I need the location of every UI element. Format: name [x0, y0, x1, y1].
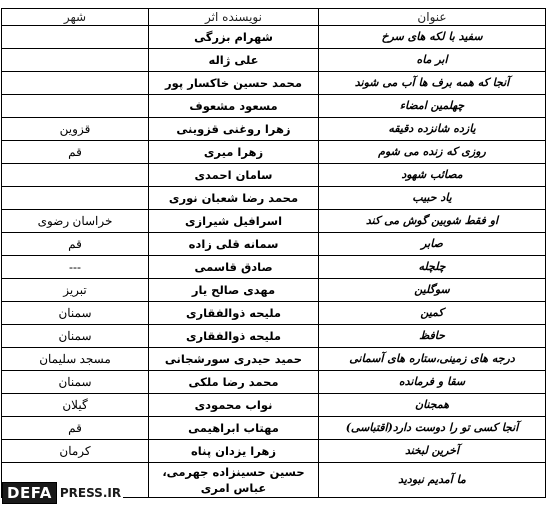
cell-city [2, 26, 149, 49]
table-row [2, 279, 546, 302]
cell-title: سوگلین [319, 279, 546, 302]
cell-title: یاد حبیب [319, 187, 546, 210]
cell-city [2, 72, 149, 95]
cell-title: کمین [319, 302, 546, 325]
header-city: شهر [2, 9, 149, 26]
cell-title: آنجا که همه برف ها آب می شوند [319, 72, 546, 95]
cell-author: سمانه قلی زاده [149, 233, 319, 256]
cell-title: او فقط شوبین گوش می کند [319, 210, 546, 233]
cell-city [2, 95, 149, 118]
cell-title: یازده شانزده دقیقه [319, 118, 546, 141]
cell-author: زهرا یزدان پناه [149, 440, 319, 463]
cell-title: چهلمین امضاء [319, 95, 546, 118]
cell-city: تبریز [2, 279, 149, 302]
cell-author: ملیحه ذوالفقاری [149, 325, 319, 348]
table-row [2, 164, 546, 187]
table-row [2, 256, 546, 279]
cell-city: سمنان [2, 325, 149, 348]
table-body [2, 26, 546, 498]
table-row [2, 371, 546, 394]
cell-author: صادق قاسمی [149, 256, 319, 279]
cell-city [2, 164, 149, 187]
cell-title: ابر ماه [319, 49, 546, 72]
header-author: نویسنده اثر [149, 9, 319, 26]
cell-title: چلچله [319, 256, 546, 279]
table-row [2, 26, 546, 49]
cell-author: محمد حسین خاکسار پور [149, 72, 319, 95]
table-row [2, 49, 546, 72]
cell-author [149, 463, 319, 498]
works-table [1, 8, 546, 498]
cell-city: گیلان [2, 394, 149, 417]
cell-city: مسجد سلیمان [2, 348, 149, 371]
cell-author: زهرا روغنی قزوینی [149, 118, 319, 141]
watermark [2, 482, 123, 504]
cell-author-line: حسین حسینزاده جهرمی، [162, 465, 305, 479]
table-row [2, 210, 546, 233]
cell-author: مهدی صالح یار [149, 279, 319, 302]
table-row [2, 141, 546, 164]
cell-city: خراسان رضوی [2, 210, 149, 233]
cell-author-line: عباس امری [200, 481, 267, 495]
watermark-site: PRESS.IR [59, 486, 122, 500]
cell-city: قم [2, 141, 149, 164]
watermark-logo: DEFA [2, 482, 57, 504]
cell-author: شهرام بزرگی [149, 26, 319, 49]
table-row [2, 72, 546, 95]
cell-title: سفید با لکه های سرخ [319, 26, 546, 49]
cell-title: ما آمدیم نبودید [319, 463, 546, 498]
cell-city [2, 187, 149, 210]
cell-author: علی ژاله [149, 49, 319, 72]
cell-title: روزی که زنده می شوم [319, 141, 546, 164]
cell-author: ملیحه ذوالفقاری [149, 302, 319, 325]
table-row [2, 302, 546, 325]
cell-title: مصائب شهود [319, 164, 546, 187]
cell-city: کرمان [2, 440, 149, 463]
table-row [2, 417, 546, 440]
table-row [2, 118, 546, 141]
cell-author: سامان احمدی [149, 164, 319, 187]
cell-author: مسعود مشعوف [149, 95, 319, 118]
cell-city: سمنان [2, 302, 149, 325]
cell-author: مهتاب ابراهیمی [149, 417, 319, 440]
cell-city: قم [2, 417, 149, 440]
cell-author: محمد رضا شعبان نوری [149, 187, 319, 210]
header-row [2, 9, 546, 26]
header-title: عنوان [319, 9, 546, 26]
table-row [2, 348, 546, 371]
cell-city: سمنان [2, 371, 149, 394]
table-row [2, 233, 546, 256]
cell-author: حمید حیدری سورشجانی [149, 348, 319, 371]
cell-title: حافظ [319, 325, 546, 348]
cell-author: نواب محمودی [149, 394, 319, 417]
cell-title: صابر [319, 233, 546, 256]
table-row [2, 95, 546, 118]
table-row [2, 440, 546, 463]
cell-title: همجنان [319, 394, 546, 417]
cell-title: سقا و فرمانده [319, 371, 546, 394]
cell-city: قم [2, 233, 149, 256]
cell-author: محمد رضا ملکی [149, 371, 319, 394]
table-row [2, 187, 546, 210]
table-row [2, 394, 546, 417]
cell-title: آنجا کسی تو را دوست دارد(اقتباسی) [319, 417, 546, 440]
cell-title: درجه های زمینی،ستاره های آسمانی [319, 348, 546, 371]
cell-title: آخرین لبخند [319, 440, 546, 463]
cell-city: --- [2, 256, 149, 279]
table-row [2, 325, 546, 348]
cell-city: قزوین [2, 118, 149, 141]
cell-author: زهرا میری [149, 141, 319, 164]
cell-author: اسرافیل شیرازی [149, 210, 319, 233]
cell-city [2, 49, 149, 72]
table-header [2, 9, 546, 26]
